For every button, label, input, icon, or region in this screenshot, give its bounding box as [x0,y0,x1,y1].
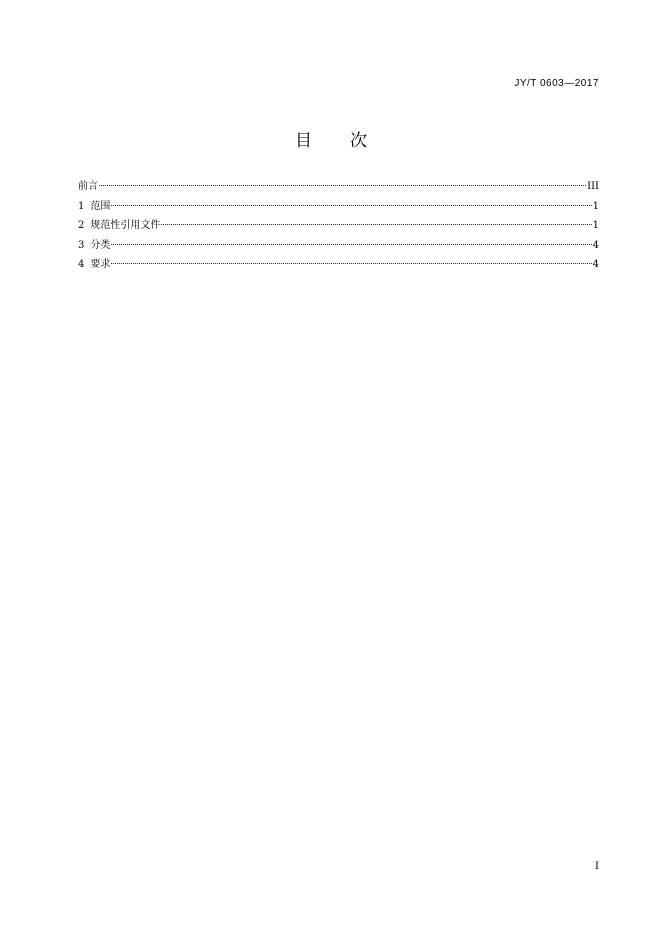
page-number: I [595,861,599,872]
title-char-1: 目 [295,131,312,151]
toc-item-number: 1 [78,200,85,212]
document-code: JY/T 0603—2017 [514,78,599,89]
toc-item-page: 1 [592,200,599,212]
toc-leader-dots [111,244,591,245]
toc-item-page: 4 [592,259,599,270]
toc-item-label: 前言 [78,181,98,192]
table-of-contents [78,177,599,275]
toc-item-page: 4 [592,239,599,251]
toc-item-number: 2 [78,220,85,231]
toc-item-label: 要求 [90,259,111,270]
toc-leader-dots [161,224,591,225]
toc-item-number: 3 [78,239,85,251]
toc-item-classification[interactable] [78,236,599,256]
page-title [0,126,662,151]
toc-item-foreword[interactable] [78,177,599,197]
toc-leader-dots [99,185,586,186]
toc-item-label: 范围 [90,200,111,212]
toc-item-label: 规范性引用文件 [90,220,161,231]
toc-item-label: 分类 [90,239,111,251]
toc-leader-dots [111,263,591,264]
toc-leader-dots [111,205,591,206]
toc-item-number: 4 [78,259,85,270]
toc-item-normative-references[interactable] [78,216,599,236]
title-char-2: 次 [350,131,367,151]
toc-item-scope[interactable] [78,197,599,217]
toc-item-page: 1 [592,220,599,231]
toc-item-requirements[interactable] [78,255,599,275]
toc-item-page: III [587,181,599,192]
